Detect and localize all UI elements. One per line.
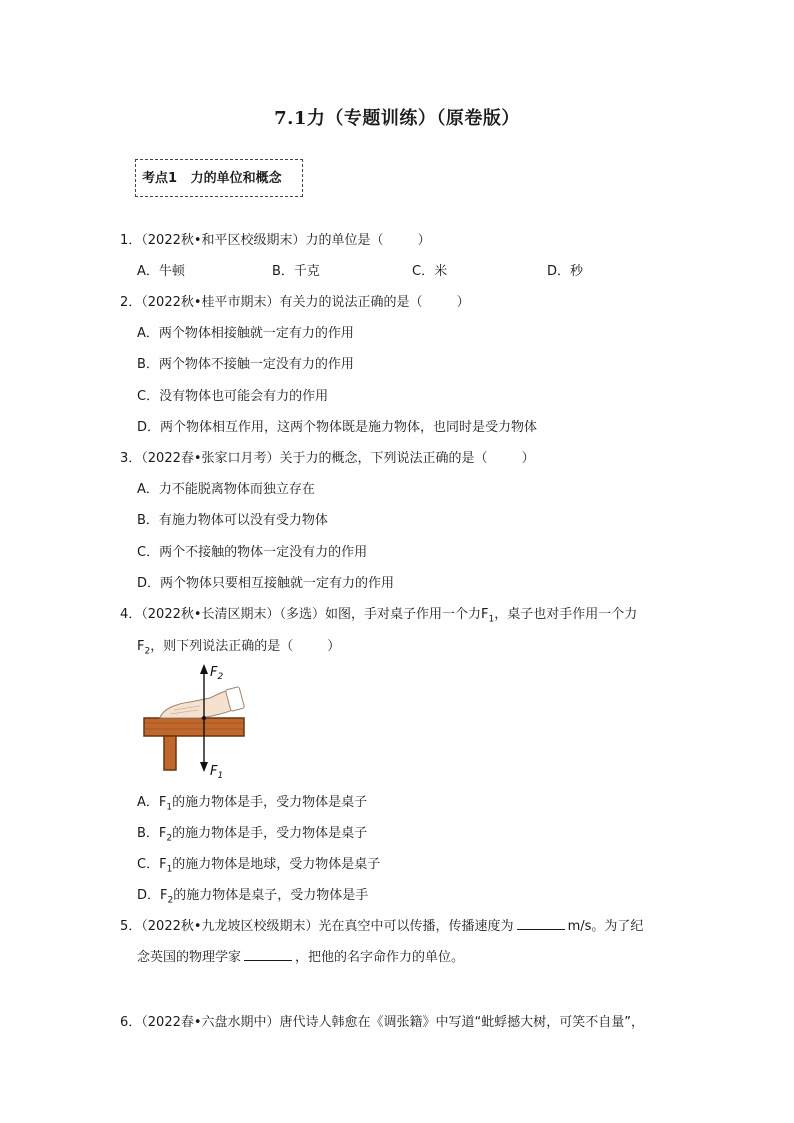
option: C．两个不接触的物体一定没有力的作用 — [137, 545, 368, 560]
question-stem: 有关力的说法正确的是（ — [279, 295, 423, 310]
question-source: （2022秋•桂平市期末） — [141, 295, 280, 310]
question-source: （2022秋•九龙坡区校级期末） — [141, 919, 319, 934]
question-source: （2022春•张家口月考） — [141, 451, 280, 466]
question-number: 3． — [120, 451, 142, 466]
application-point — [202, 716, 206, 720]
question-number: 4． — [120, 607, 142, 622]
option: D．两个物体只要相互接触就一定有力的作用 — [137, 576, 395, 591]
question-source: （2022秋•和平区校级期末） — [141, 233, 306, 248]
question-4-continued: $F_2$，则下列说法正确的是（ ） — [137, 639, 341, 657]
option: B．$F_2$的施力物体是手，受力物体是桌子 — [137, 826, 368, 844]
option: D．两个物体相互作用，这两个物体既是施力物体，也同时是受力物体 — [137, 420, 538, 435]
label-f2: $F_2$ — [210, 665, 224, 682]
option: A．$F_1$的施力物体是手，受力物体是桌子 — [137, 795, 368, 813]
question-stem: 力的单位是（ — [305, 233, 384, 248]
question-5-continued: 念英国的物理学家 ，把他的名字命作力的单位。 — [137, 950, 465, 965]
question-number: 5． — [120, 919, 142, 934]
table-top — [144, 718, 244, 736]
question-6 — [120, 1011, 644, 1030]
option: B．两个物体不接触一定没有力的作用 — [137, 357, 354, 372]
question-2: 2．（2022秋•桂平市期末）有关力的说法正确的是（ ） — [120, 295, 470, 310]
table-leg — [164, 736, 176, 770]
option: A．牛顿 — [137, 264, 185, 279]
section-label: 考点1 — [142, 171, 178, 186]
question-stem: 唐代诗人韩愈在《调张籍》中写道“蚍蜉撼大树，可笑不自量”， — [279, 1015, 645, 1030]
option: C．米 — [412, 264, 448, 279]
answer-blank[interactable] — [244, 948, 292, 961]
option: C．$F_1$的施力物体是地球，受力物体是桌子 — [137, 857, 381, 875]
question-5: 5．（2022秋•九龙坡区校级期末）光在真空中可以传播，传播速度为 m/s。为了纪 — [120, 919, 644, 934]
option: B．千克 — [272, 264, 320, 279]
option: D．秒 — [547, 264, 584, 279]
option: A．力不能脱离物体而独立存在 — [137, 482, 315, 497]
section-name: 力的单位和概念 — [190, 171, 282, 186]
question-source: （2022春•六盘水期中） — [141, 1015, 280, 1030]
question-number: 6． — [120, 1015, 142, 1030]
answer-blank[interactable] — [517, 917, 565, 930]
question-number: 1． — [120, 233, 142, 248]
question-source: （2022秋•长清区期末） — [141, 607, 280, 622]
section-box — [135, 159, 303, 197]
question-3: 3．（2022春•张家口月考）关于力的概念，下列说法正确的是（ ） — [120, 451, 535, 466]
arrow-up-icon — [200, 664, 208, 674]
option: B．有施力物体可以没有受力物体 — [137, 513, 328, 528]
force-diagram — [140, 660, 250, 780]
option: D．$F_2$的施力物体是桌子，受力物体是手 — [137, 888, 369, 906]
question-stem: 关于力的概念，下列说法正确的是（ — [279, 451, 488, 466]
question-number: 2． — [120, 295, 142, 310]
label-f1: $F_1$ — [210, 764, 224, 780]
arrow-down-icon — [200, 762, 208, 772]
option: A．两个物体相接触就一定有力的作用 — [137, 326, 354, 341]
question-4: 4．（2022秋•长清区期末）（多选）如图，手对桌子作用一个力$F_1$，桌子也对手作用一个力 — [120, 607, 638, 625]
question-1: 1．（2022秋•和平区校级期末）力的单位是（ ） — [120, 233, 431, 248]
option: C．没有物体也可能会有力的作用 — [137, 389, 329, 404]
page-title: 7.1力（专题训练）（原卷版） — [274, 108, 520, 129]
